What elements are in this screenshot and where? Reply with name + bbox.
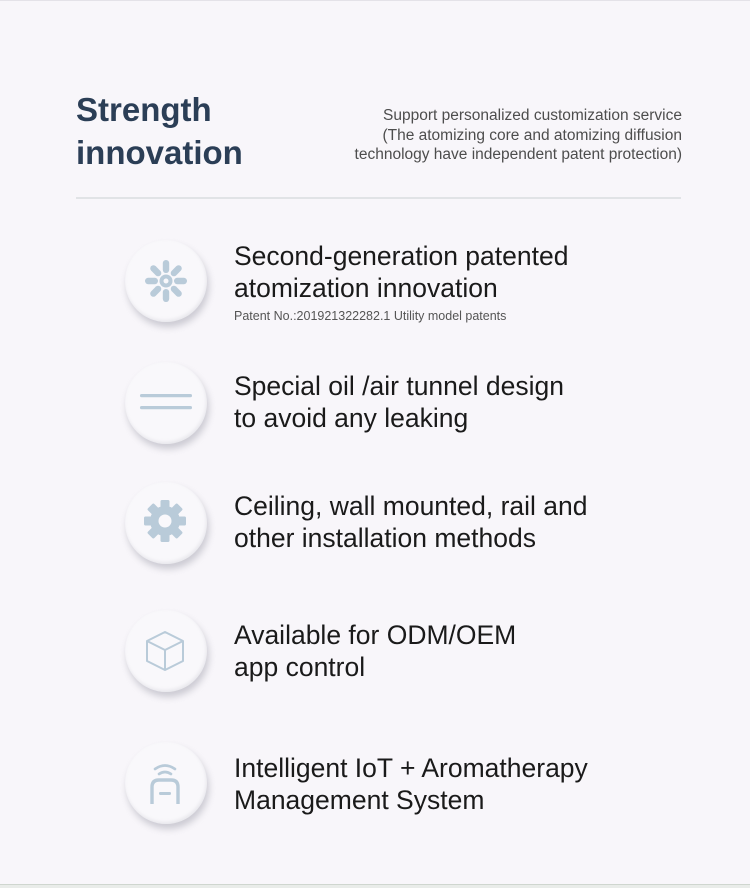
section-subtitle [355, 106, 682, 165]
feature-title-line-1: Second-generation patented [234, 241, 569, 271]
snowflake-icon [125, 240, 207, 322]
feature-text [234, 490, 588, 554]
feature-title-line-1: Available for ODM/OEM [234, 620, 517, 650]
subtitle-line-2: (The atomizing core and atomizing diffusion [382, 126, 682, 144]
feature-title-line-2: other installation methods [234, 523, 536, 553]
patent-note: Patent No.:201921322282.1 Utility model patents [234, 309, 507, 323]
tunnel-lines-icon [125, 362, 207, 444]
feature-text [234, 240, 568, 323]
feature-title-line-1: Ceiling, wall mounted, rail and [234, 491, 588, 521]
box-icon [125, 610, 207, 692]
feature-text [234, 619, 516, 683]
feature-icon-badge [125, 610, 207, 692]
subtitle-line-1: Support personalized customization service [383, 107, 682, 124]
gear-icon [125, 482, 207, 564]
feature-icon-badge [125, 362, 207, 444]
bottom-edge-line [0, 884, 750, 888]
feature-title-line-2: Management System [234, 785, 485, 815]
feature-text [234, 370, 564, 434]
wifi-device-icon [125, 742, 207, 824]
feature-title-line-2: atomization innovation [234, 273, 498, 303]
subtitle-line-3: technology have independent patent protection) [354, 146, 682, 163]
feature-icon-badge [125, 742, 207, 824]
header-divider [76, 197, 681, 199]
feature-title-line-1: Intelligent IoT + Aromatherapy [234, 753, 588, 783]
feature-icon-badge [125, 482, 207, 564]
section-title-line-2: innovation [76, 134, 243, 171]
section-title [76, 88, 243, 174]
section-title-line-1: Strength [76, 91, 212, 128]
feature-text [234, 752, 588, 816]
feature-title-line-1: Special oil /air tunnel design [234, 371, 564, 401]
feature-title-line-2: app control [234, 652, 366, 682]
top-edge-line [0, 0, 750, 1]
feature-title-line-2: to avoid any leaking [234, 403, 469, 433]
feature-icon-badge [125, 240, 207, 322]
